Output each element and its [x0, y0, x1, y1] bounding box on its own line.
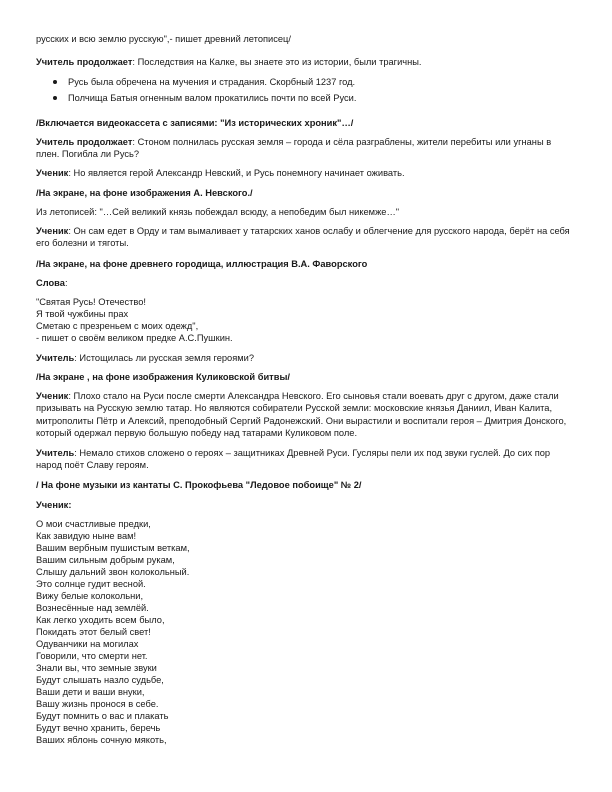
poem-line: Вашу жизнь пронося в себе.: [36, 699, 159, 709]
quote-line: Я твой чужбины прах: [36, 309, 129, 319]
poem-line: Как завидую ныне вам!: [36, 531, 137, 541]
bullet-list: [36, 76, 576, 105]
speaker-label: Учитель: [36, 448, 75, 458]
stage-direction-videocassette: [36, 117, 576, 129]
paragraph-text: /Включается видеокассета с записями: "Из исторических хроник"…/: [36, 118, 354, 128]
stage-direction-kulikovo: [36, 371, 576, 383]
poem-line: Это солнце гудит весной.: [36, 579, 146, 589]
speaker-label: Ученик: [36, 391, 69, 401]
poem-line: Одуванчики на могилах: [36, 639, 139, 649]
poem-line: Вознесённые над землёй.: [36, 603, 149, 613]
paragraph-text: : Истощилась ли русская земля героями?: [74, 353, 255, 363]
paragraph-text: Ученик:: [36, 500, 72, 510]
paragraph-words-label: [36, 277, 576, 289]
paragraph-teacher-heroes: [36, 352, 576, 364]
paragraph-student-nevsky: [36, 167, 576, 179]
bullet-item: Русь была обречена на мучения и страдания. Скорбный 1237 год.: [36, 76, 576, 88]
paragraph-text: : Но является герой Александр Невский, и Русь понемногу начинает оживать.: [68, 168, 405, 178]
stage-direction-prokofiev: [36, 479, 576, 491]
poem-line: Знали вы, что земные звуки: [36, 663, 157, 673]
paragraph-text: : Последствия на Калке, вы знаете это из истории, были трагичны.: [132, 57, 422, 67]
quote-line: - пишет о своём великом предке А.С.Пушкин.: [36, 333, 233, 343]
paragraph-chronicle-quote: [36, 206, 576, 218]
paragraph-teacher-groan: [36, 136, 576, 161]
poem-line: Как легко уходить всем было,: [36, 615, 165, 625]
paragraph-student-horde: [36, 225, 576, 250]
paragraph-text: /На экране, на фоне древнего городища, иллюстрация В.А. Фаворского: [36, 259, 368, 269]
poem-line: Вашим сильным добрым рукам,: [36, 555, 175, 565]
speaker-label: Учитель продолжает: [36, 57, 133, 67]
speaker-label: Учитель: [36, 353, 75, 363]
paragraph-student-gatherers: [36, 390, 576, 440]
paragraph-teacher-kalka: [36, 56, 576, 68]
poem-line: Вижу белые колокольни,: [36, 591, 144, 601]
poem-line: Будут слышать назло судьбе,: [36, 675, 164, 685]
paragraph-text: /На экране , на фоне изображения Куликовской битвы/: [36, 372, 290, 382]
speaker-heading-student: [36, 499, 576, 511]
paragraph-text: : Стоном полнилась русская земля – города и сёла разграблены, жители перебиты или угнаны в плен. Погибла ли Русь?: [36, 137, 552, 160]
poem-line: Ваши дети и ваши внуки,: [36, 687, 145, 697]
speaker-label: Слова: [36, 278, 65, 288]
pushkin-quote: [36, 296, 576, 344]
bullet-item: Полчища Батыя огненным валом прокатились почти по всей Руси.: [36, 92, 576, 104]
paragraph-text: :: [64, 278, 68, 288]
paragraph-text: /На экране, на фоне изображения А. Невского./: [36, 188, 253, 198]
poem-line: Будут помнить о вас и плакать: [36, 711, 169, 721]
paragraph-teacher-poems: [36, 447, 576, 472]
poem-line: О мои счастливые предки,: [36, 519, 151, 529]
poem-line: Ваших яблонь сочную мякоть,: [36, 735, 167, 745]
poem-line: Говорили, что смерти нет.: [36, 651, 148, 661]
speaker-label: Ученик: [36, 168, 69, 178]
poem: [36, 518, 576, 746]
poem-line: Вашим вербным пушистым веткам,: [36, 543, 190, 553]
paragraph-text: : Немало стихов сложено о героях – защитниках Древней Руси. Гусляры пели их под звуки гуслей. До сих пор народ поёт Славу героям.: [36, 448, 551, 471]
paragraph-chronicler-quote-end: [36, 33, 576, 45]
speaker-label: Учитель продолжает: [36, 137, 133, 147]
speaker-label: Ученик: [36, 226, 69, 236]
poem-line: Будут вечно хранить, беречь: [36, 723, 161, 733]
poem-line: Покидать этот белый свет!: [36, 627, 151, 637]
paragraph-text: : Он сам едет в Орду и там вымаливает у татарских ханов ослабу и облегчение для русского народа, берёт на себя его болезни и тяготы.: [36, 226, 570, 249]
poem-line: Слышу дальний звон колокольный.: [36, 567, 190, 577]
paragraph-text: : Плохо стало на Руси после смерти Александра Невского. Его сыновья стали воевать друг с другом, даже стали призывать на Русскую землю татар. Но являются собиратели Русской земли: московские князья Даниил, Иван Калита, митрополиты Пётр и Алексий, преподобный Сергий Радонежский. Они вырастили и воспитали героя – Дмитрия Донского, который одержал первую большую победу над татарами Куликовом поле.: [36, 391, 567, 439]
paragraph-text: / На фоне музыки из кантаты С. Прокофьева "Ледовое побоище" № 2/: [36, 480, 362, 490]
stage-direction-favorsky: [36, 258, 576, 270]
quote-line: Сметаю с презреньем с моих одежд",: [36, 321, 199, 331]
stage-direction-nevsky: [36, 187, 576, 199]
paragraph-text: Из летописей: "…Сей великий князь побеждал всюду, а непобедим был никемже…": [36, 207, 400, 217]
paragraph-text: русских и всю землю русскую",- пишет древний летописец/: [36, 34, 291, 44]
quote-line: "Святая Русь! Отечество!: [36, 297, 146, 307]
